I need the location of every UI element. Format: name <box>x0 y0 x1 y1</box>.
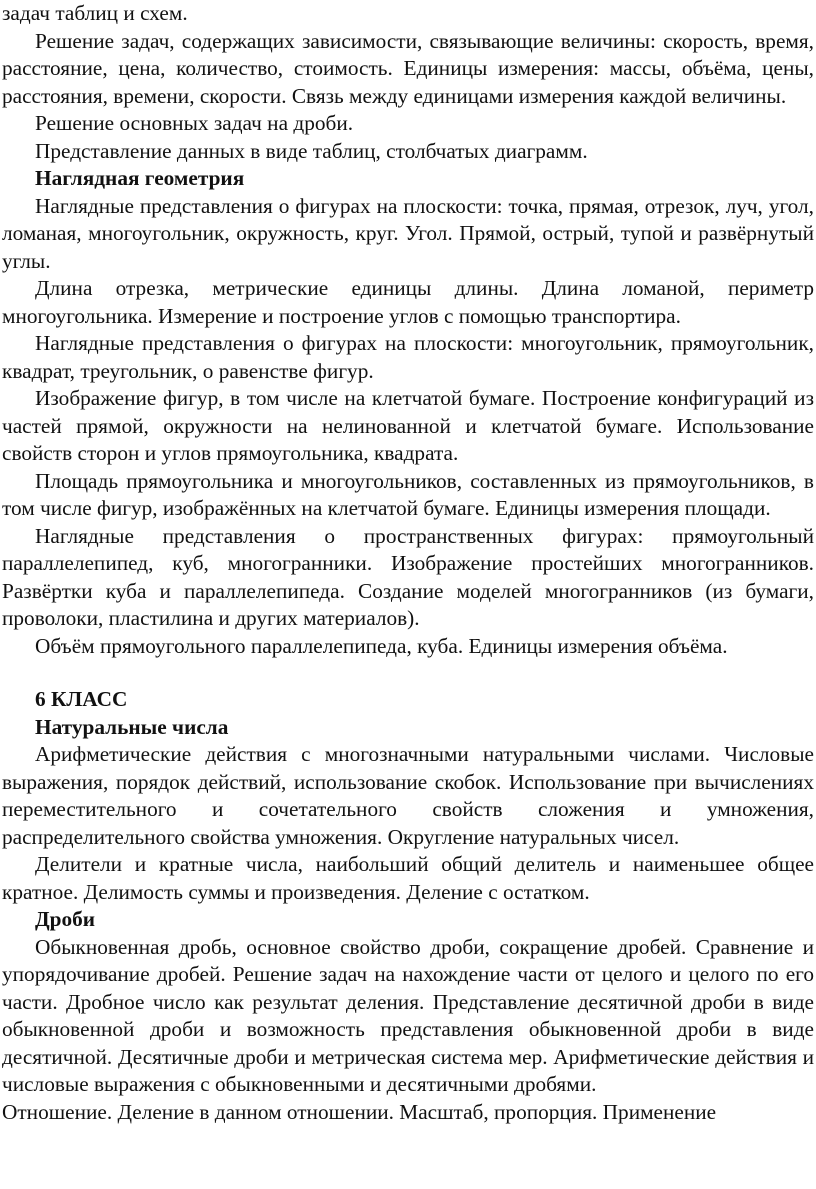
paragraph-cut-off: Отношение. Деление в данном отношении. Масштаб, пропорция. Применение <box>2 1099 717 1124</box>
paragraph: Решение задач, содержащих зависимости, связывающие величины: скорость, время, расстояние, цена, количество, стоимость. Единицы измерения: массы, объёма, цены, расстояния, времени, скорости. Связь между единицами измерения каждой величины. <box>2 28 814 108</box>
class-heading: 6 КЛАСС <box>35 687 128 711</box>
paragraph: Площадь прямоугольника и многоугольников, составленных из прямоугольников, в том числе фигур, изображённых на клетчатой бумаге. Единицы измерения площади. <box>2 468 814 520</box>
paragraph: Длина отрезка, метрические единицы длины. Длина ломаной, периметр многоугольника. Измерение и построение углов с помощью транспортира. <box>2 276 814 328</box>
paragraph: Арифметические действия с многозначными натуральными числами. Числовые выражения, порядок действий, использование скобок. Использование при вычислениях переместительного и сочетательного свойств сложения и умножения, распределительного свойства умножения. Округление натуральных чисел. <box>2 742 814 849</box>
paragraph: Наглядные представления о фигурах на плоскости: многоугольник, прямоугольник, квадрат, треугольник, о равенстве фигур. <box>2 331 814 383</box>
paragraph: Решение основных задач на дроби. <box>35 111 354 135</box>
paragraph: Представление данных в виде таблиц, столбчатых диаграмм. <box>35 138 588 163</box>
section-heading: Дроби <box>35 907 96 931</box>
paragraph: Объём прямоугольного параллелепипеда, куба. Единицы измерения объёма. <box>35 633 728 658</box>
paragraph: Обыкновенная дробь, основное свойство дроби, сокращение дробей. Сравнение и упорядочивание дробей. Решение задач на нахождение части от целого и целого по его части. Дробное число как результат деления. Представление десятичной дроби в виде обыкновенной дроби и возможность представления обыкновенной дроби в виде десятичной. Десятичные дроби и метрическая система мер. Арифметические действия и числовые выражения с обыкновенными и десятичными дробями. <box>2 934 814 1096</box>
blank-line <box>0 660 816 686</box>
paragraph: Наглядные представления о фигурах на плоскости: точка, прямая, отрезок, луч, угол, ломаная, многоугольник, окружность, круг. Угол. Прямой, острый, тупой и развёрнутый углы. <box>2 193 814 273</box>
paragraph-continuation: задач таблиц и схем. <box>2 1 188 25</box>
section-heading: Натуральные числа <box>35 714 229 739</box>
paragraph: Наглядные представления о пространственных фигурах: прямоугольный параллелепипед, куб, многогранники. Изображение простейших многогранников. Развёртки куба и параллелепипеда. Создание моделей многогранников (из бумаги, проволоки, пластилина и других материалов). <box>2 523 814 630</box>
paragraph: Изображение фигур, в том числе на клетчатой бумаге. Построение конфигураций из частей прямой, окружности на нелинованной и клетчатой бумаге. Использование свойств сторон и углов прямоугольника, квадрата. <box>2 386 814 465</box>
paragraph: Делители и кратные числа, наибольший общий делитель и наименьшее общее кратное. Делимость суммы и произведения. Деление с остатком. <box>2 852 814 904</box>
section-heading: Наглядная геометрия <box>35 166 245 190</box>
